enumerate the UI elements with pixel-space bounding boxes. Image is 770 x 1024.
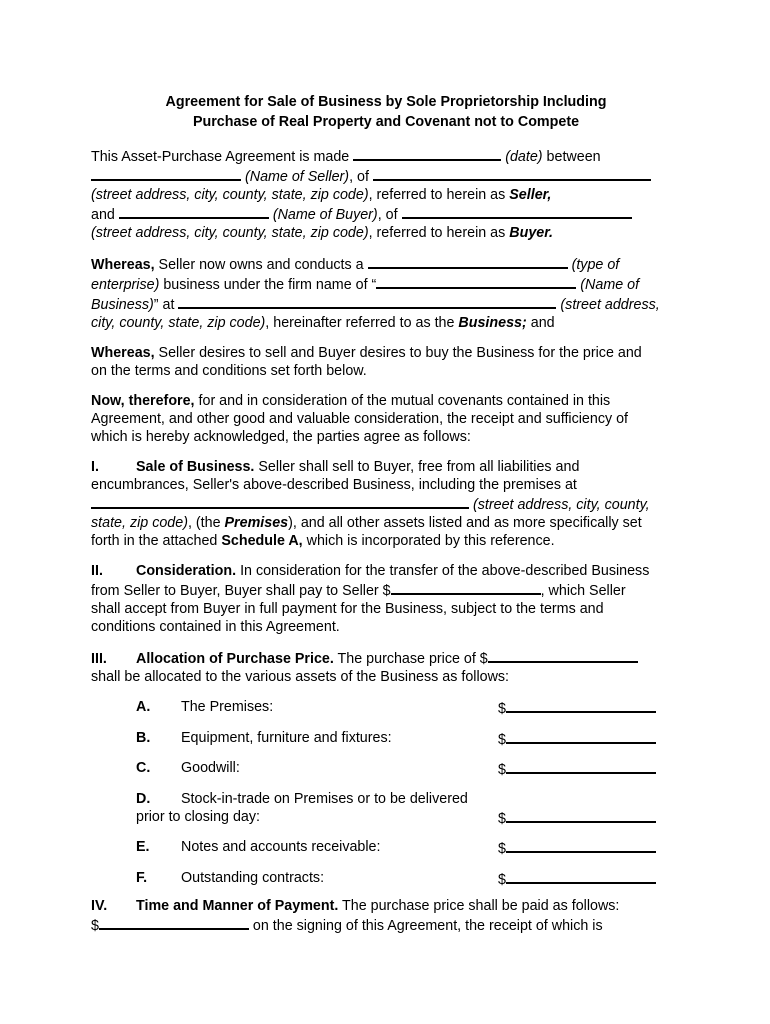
- buyer-address-hint: (street address, city, county, state, zip code): [91, 225, 369, 241]
- section-text: ), and all other assets listed and as more specifically set: [288, 515, 642, 531]
- seller-address-hint: (street address, city, county, state, zip code): [91, 187, 369, 203]
- buyer-name-blank[interactable]: [119, 204, 269, 219]
- section-number: IV.: [91, 897, 108, 914]
- whereas-text: and: [526, 315, 555, 331]
- section-number: II.: [91, 563, 103, 579]
- intro-text: , referred to herein as: [368, 225, 510, 241]
- allocation-amount: [498, 869, 656, 889]
- section1-line-1: [91, 458, 681, 476]
- currency-sign: $: [498, 871, 506, 888]
- enterprise-type-blank[interactable]: [368, 254, 568, 269]
- allocation-label: Stock-in-trade on Premises or to be delivered: [181, 790, 468, 807]
- currency-sign: $: [498, 731, 506, 748]
- allocation-letter: B.: [136, 729, 151, 746]
- intro-line-4: [91, 204, 681, 224]
- section-text: , (the: [187, 515, 225, 531]
- allocation-amount-blank[interactable]: [506, 869, 656, 884]
- allocation-item: [91, 869, 681, 887]
- allocation-amount-blank[interactable]: [506, 729, 656, 744]
- allocation-item: [91, 729, 681, 747]
- now-therefore-lead: Now, therefore,: [91, 393, 195, 409]
- section-text: Seller shall sell to Buyer, free from all liabilities and: [254, 459, 580, 475]
- intro-text: between: [542, 149, 601, 165]
- whereas1-line-3: [91, 294, 681, 314]
- section-sale-of-business: [91, 458, 681, 550]
- allocation-amount: [498, 759, 656, 779]
- seller-name-hint: (Name of Seller): [244, 169, 350, 185]
- whereas1-line-4: [91, 314, 681, 332]
- whereas-text: business under the firm name of “: [159, 277, 377, 293]
- section1-line-3: [91, 494, 681, 514]
- allocation-label: Goodwill:: [181, 760, 240, 777]
- signing-payment-blank[interactable]: [99, 915, 249, 930]
- section-allocation: [91, 648, 681, 887]
- intro-line-5: [91, 224, 681, 242]
- allocation-item: [91, 698, 681, 716]
- whereas2-line-1: [91, 344, 681, 362]
- section1-line-2: encumbrances, Seller's above-described Business, including the premises at: [91, 477, 577, 493]
- intro-line-3: [91, 186, 681, 204]
- whereas-paragraph-1: [91, 254, 681, 332]
- section-time-and-manner: [91, 897, 681, 935]
- now-therefore-line-2: Agreement, and other good and valuable consideration, the receipt and sufficiency of: [91, 411, 629, 427]
- whereas-text: , hereinafter referred to as the: [265, 315, 459, 331]
- seller-address-blank[interactable]: [373, 166, 651, 181]
- allocation-amount: [498, 838, 656, 858]
- section1-line-4: [91, 514, 681, 532]
- business-address-hint-2: city, county, state, zip code): [91, 315, 266, 331]
- section4-line-2: [91, 915, 681, 935]
- allocation-amount: [498, 808, 656, 828]
- section-text: In consideration for the transfer of the above-described Business: [236, 563, 650, 579]
- section-text: , which Seller: [540, 583, 626, 599]
- intro-text: , of: [377, 207, 402, 223]
- allocation-label-continued: prior to closing day:: [136, 808, 260, 825]
- business-address-hint: (street address,: [560, 297, 660, 313]
- now-therefore-text: for and in consideration of the mutual covenants contained in this: [194, 393, 611, 409]
- allocation-label: Equipment, furniture and fixtures:: [181, 729, 392, 746]
- allocation-label: Notes and accounts receivable:: [181, 839, 381, 856]
- consideration-amount-blank[interactable]: [391, 580, 541, 595]
- premises-address-hint-2: state, zip code): [91, 515, 188, 531]
- section-heading: Time and Manner of Payment.: [136, 897, 339, 914]
- business-address-blank[interactable]: [178, 294, 556, 309]
- date-hint: (date): [505, 149, 543, 165]
- section-text: on the signing of this Agreement, the receipt of which is: [248, 917, 603, 934]
- section-text: The purchase price shall be paid as follows:: [338, 897, 620, 914]
- business-name-blank[interactable]: [376, 274, 576, 289]
- section2-line-2: [91, 580, 681, 600]
- buyer-name-hint: (Name of Buyer): [272, 207, 378, 223]
- buyer-address-blank[interactable]: [402, 204, 632, 219]
- allocation-amount-blank[interactable]: [506, 759, 656, 774]
- now-therefore-paragraph: [91, 392, 681, 446]
- seller-name-blank[interactable]: [91, 166, 241, 181]
- section1-line-5: [91, 532, 681, 550]
- premises-address-hint: (street address, city, county,: [472, 497, 650, 513]
- title-line-2: Purchase of Real Property and Covenant not to Compete: [192, 114, 580, 130]
- buyer-role: Buyer.: [509, 225, 553, 241]
- currency-sign: $: [498, 841, 506, 858]
- allocation-letter: A.: [136, 699, 151, 715]
- allocation-label: The Premises:: [181, 699, 274, 715]
- enterprise-type-hint: (type of: [571, 257, 620, 273]
- whereas-lead: Whereas,: [91, 257, 155, 273]
- enterprise-type-hint-2: enterprise): [91, 277, 160, 293]
- intro-line-2: [91, 166, 681, 186]
- allocation-letter: E.: [136, 839, 150, 856]
- allocation-amount-blank[interactable]: [506, 808, 656, 823]
- section-heading: Consideration.: [136, 563, 237, 579]
- currency-sign: $: [91, 917, 99, 934]
- allocation-list: [91, 698, 681, 887]
- whereas2-line-2: on the terms and conditions set forth below.: [91, 363, 367, 379]
- document-title: [91, 92, 681, 132]
- now-therefore-line-3: which is hereby acknowledged, the parties agree as follows:: [91, 429, 471, 445]
- schedule-a-term: Schedule A,: [221, 533, 303, 549]
- section-consideration: [91, 562, 681, 636]
- seller-role: Seller,: [509, 187, 552, 203]
- section-text: from Seller to Buyer, Buyer shall pay to Seller $: [91, 583, 391, 599]
- allocation-letter: C.: [136, 760, 151, 777]
- intro-text: , referred to herein as: [368, 187, 510, 203]
- section3-line-1: [91, 648, 681, 668]
- intro-text: This Asset-Purchase Agreement is made: [91, 149, 354, 165]
- now-therefore-line-1: [91, 392, 681, 410]
- business-name-hint: (Name of: [580, 277, 640, 293]
- allocation-letter: D.: [136, 790, 151, 807]
- currency-sign: $: [498, 762, 506, 779]
- section-text: The purchase price of $: [333, 651, 488, 667]
- premises-address-blank[interactable]: [91, 494, 469, 509]
- intro-text: , of: [349, 169, 373, 185]
- business-term: Business;: [458, 315, 527, 331]
- whereas1-line-1: [91, 254, 681, 274]
- title-line-1: Agreement for Sale of Business by Sole Proprietorship Including: [165, 94, 607, 110]
- intro-line-1: [91, 146, 681, 166]
- whereas-paragraph-2: [91, 344, 681, 380]
- whereas1-line-2: [91, 274, 681, 294]
- allocation-amount: [498, 698, 656, 718]
- section4-line-1: [91, 897, 681, 915]
- allocation-item: [91, 790, 681, 826]
- date-blank[interactable]: [353, 146, 501, 161]
- section-heading: Allocation of Purchase Price.: [136, 651, 334, 667]
- section-number: III.: [91, 651, 107, 667]
- agreement-document: [91, 92, 681, 947]
- whereas-text: ” at: [153, 297, 179, 313]
- allocation-item: [91, 759, 681, 777]
- intro-text: and: [91, 207, 119, 223]
- section2-line-1: [91, 562, 681, 580]
- section-number: I.: [91, 459, 99, 475]
- section-text: forth in the attached: [91, 533, 222, 549]
- section-text: which is incorporated by this reference.: [302, 533, 555, 549]
- purchase-price-blank[interactable]: [488, 648, 638, 663]
- whereas-lead: Whereas,: [91, 345, 155, 361]
- section3-line-2: shall be allocated to the various assets of the Business as follows:: [91, 669, 510, 685]
- section-heading: Sale of Business.: [136, 459, 255, 475]
- whereas-text: Seller now owns and conducts a: [154, 257, 368, 273]
- allocation-item: [91, 838, 681, 856]
- premises-term: Premises: [224, 515, 289, 531]
- section2-line-4: conditions contained in this Agreement.: [91, 619, 340, 635]
- allocation-amount-blank[interactable]: [506, 698, 656, 713]
- whereas-text: Seller desires to sell and Buyer desires to buy the Business for the price and: [154, 345, 642, 361]
- currency-sign: $: [498, 701, 506, 717]
- allocation-amount: [498, 729, 656, 749]
- intro-paragraph: [91, 146, 681, 242]
- currency-sign: $: [498, 810, 506, 827]
- allocation-letter: F.: [136, 869, 148, 886]
- section2-line-3: shall accept from Buyer in full payment for the Business, subject to the terms and: [91, 601, 604, 617]
- allocation-amount-blank[interactable]: [506, 838, 656, 853]
- allocation-label: Outstanding contracts:: [181, 869, 325, 886]
- business-name-hint-2: Business): [91, 297, 154, 313]
